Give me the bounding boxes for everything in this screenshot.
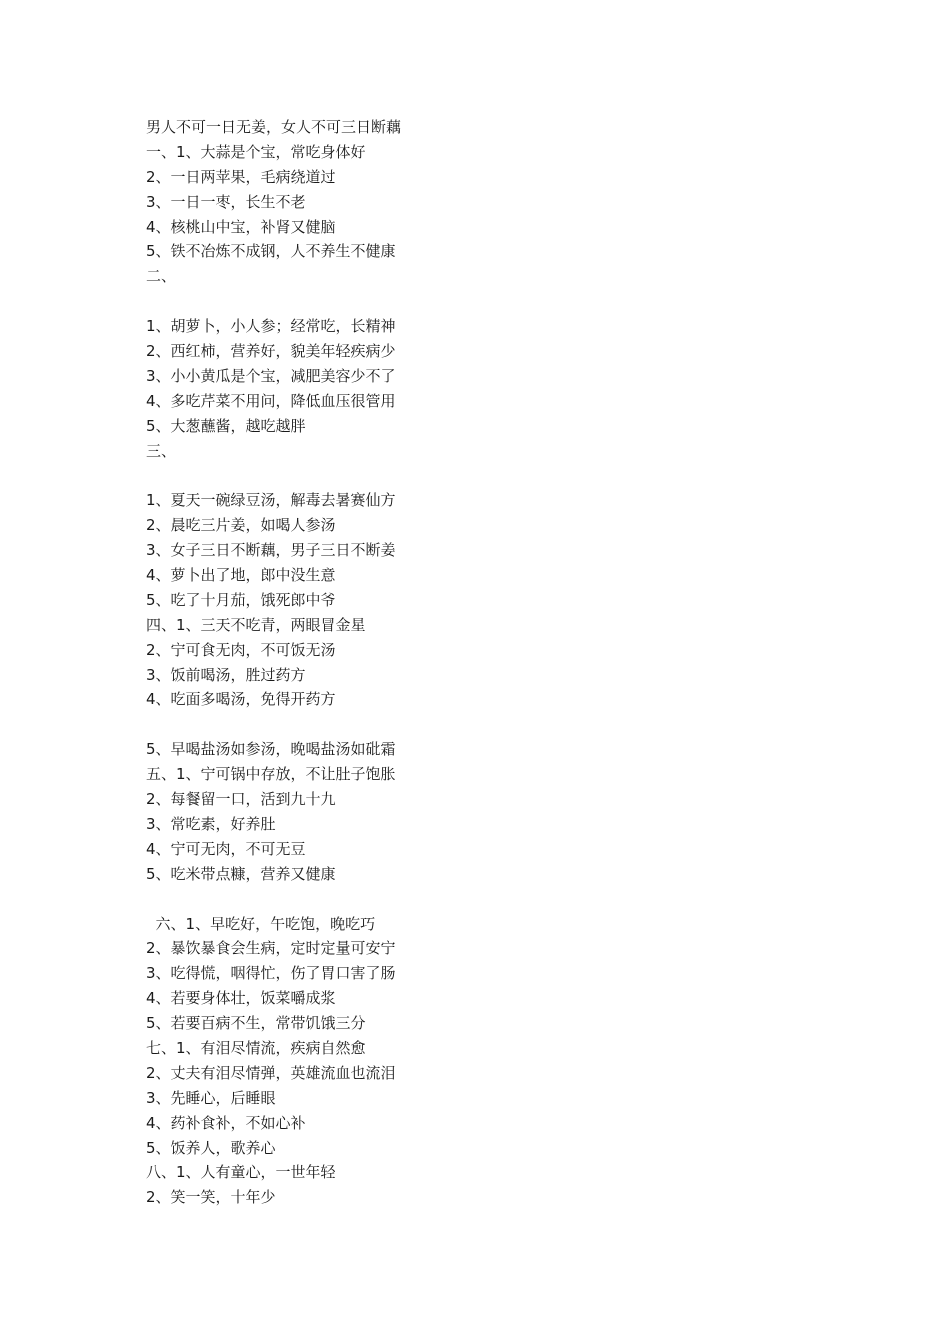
blank-line (146, 289, 866, 314)
text-line: 4、吃面多喝汤，免得开药方 (146, 690, 336, 709)
text-line: 3、吃得慌，咽得忙，伤了胃口害了肠 (146, 964, 396, 983)
text-line: 4、多吃芹菜不用问，降低血压很管用 (146, 391, 396, 410)
text-line: 五、1、宁可锅中存放，不让肚子饱胀 (146, 765, 396, 784)
text-line: 一、1、大蒜是个宝，常吃身体好 (146, 142, 366, 161)
text-line: 3、一日一枣，长生不老 (146, 192, 306, 211)
text-line: 5、吃了十月茄，饿死郎中爷 (146, 590, 336, 609)
text-line: 七、1、有泪尽情流，疾病自然愈 (146, 1038, 366, 1057)
text-line: 2、一日两苹果，毛病绕道过 (146, 167, 336, 186)
text-line: 二、 (146, 267, 177, 286)
text-line: 5、大葱蘸酱，越吃越胖 (146, 416, 306, 435)
text-line: 三、 (146, 441, 177, 460)
text-line: 4、宁可无肉，不可无豆 (146, 839, 306, 858)
text-line: 1、夏天一碗绿豆汤，解毒去暑赛仙方 (146, 491, 396, 510)
text-line: 1、胡萝卜，小人参；经常吃，长精神 (146, 317, 396, 336)
text-line: 六、1、早吃好，午吃饱，晚吃巧 (146, 914, 376, 933)
text-line: 2、宁可食无肉，不可饭无汤 (146, 640, 336, 659)
text-line: 男人不可一日无姜，女人不可三日断藕 (146, 118, 402, 136)
text-line: 2、晨吃三片姜，如喝人参汤 (146, 516, 336, 535)
text-line: 3、小小黄瓜是个宝，减肥美容少不了 (146, 366, 396, 385)
text-line: 4、药补食补，不如心补 (146, 1113, 306, 1132)
text-line: 5、早喝盐汤如参汤，晚喝盐汤如砒霜 (146, 740, 396, 759)
text-line: 4、若要身体壮，饭菜嚼成浆 (146, 989, 336, 1008)
text-line: 5、铁不冶炼不成钢，人不养生不健康 (146, 242, 396, 261)
text-line: 2、暴饮暴食会生病，定时定量可安宁 (146, 939, 396, 958)
document-body (146, 115, 866, 1210)
text-line: 2、每餐留一口，活到九十九 (146, 790, 336, 809)
text-line: 八、1、人有童心，一世年轻 (146, 1163, 336, 1182)
text-line: 四、1、三天不吃青，两眼冒金星 (146, 615, 366, 634)
text-line: 5、若要百病不生，常带饥饿三分 (146, 1014, 366, 1033)
text-line: 2、丈夫有泪尽情弹，英雄流血也流泪 (146, 1063, 396, 1082)
text-line: 5、吃米带点糠，营养又健康 (146, 864, 336, 883)
text-line: 3、先睡心，后睡眼 (146, 1088, 276, 1107)
text-line: 3、女子三日不断藕，男子三日不断姜 (146, 541, 396, 560)
blank-line (146, 463, 866, 488)
text-line: 3、常吃素，好养肚 (146, 814, 276, 833)
blank-line (146, 887, 866, 912)
blank-line (146, 712, 866, 737)
text-line: 2、笑一笑，十年少 (146, 1188, 276, 1207)
text-line: 4、萝卜出了地，郎中没生意 (146, 566, 336, 585)
text-line: 2、西红柿，营养好，貌美年轻疾病少 (146, 342, 396, 361)
text-line: 5、饭养人，歌养心 (146, 1138, 276, 1157)
text-line: 4、核桃山中宝，补肾又健脑 (146, 217, 336, 236)
text-line: 3、饭前喝汤，胜过药方 (146, 665, 306, 684)
